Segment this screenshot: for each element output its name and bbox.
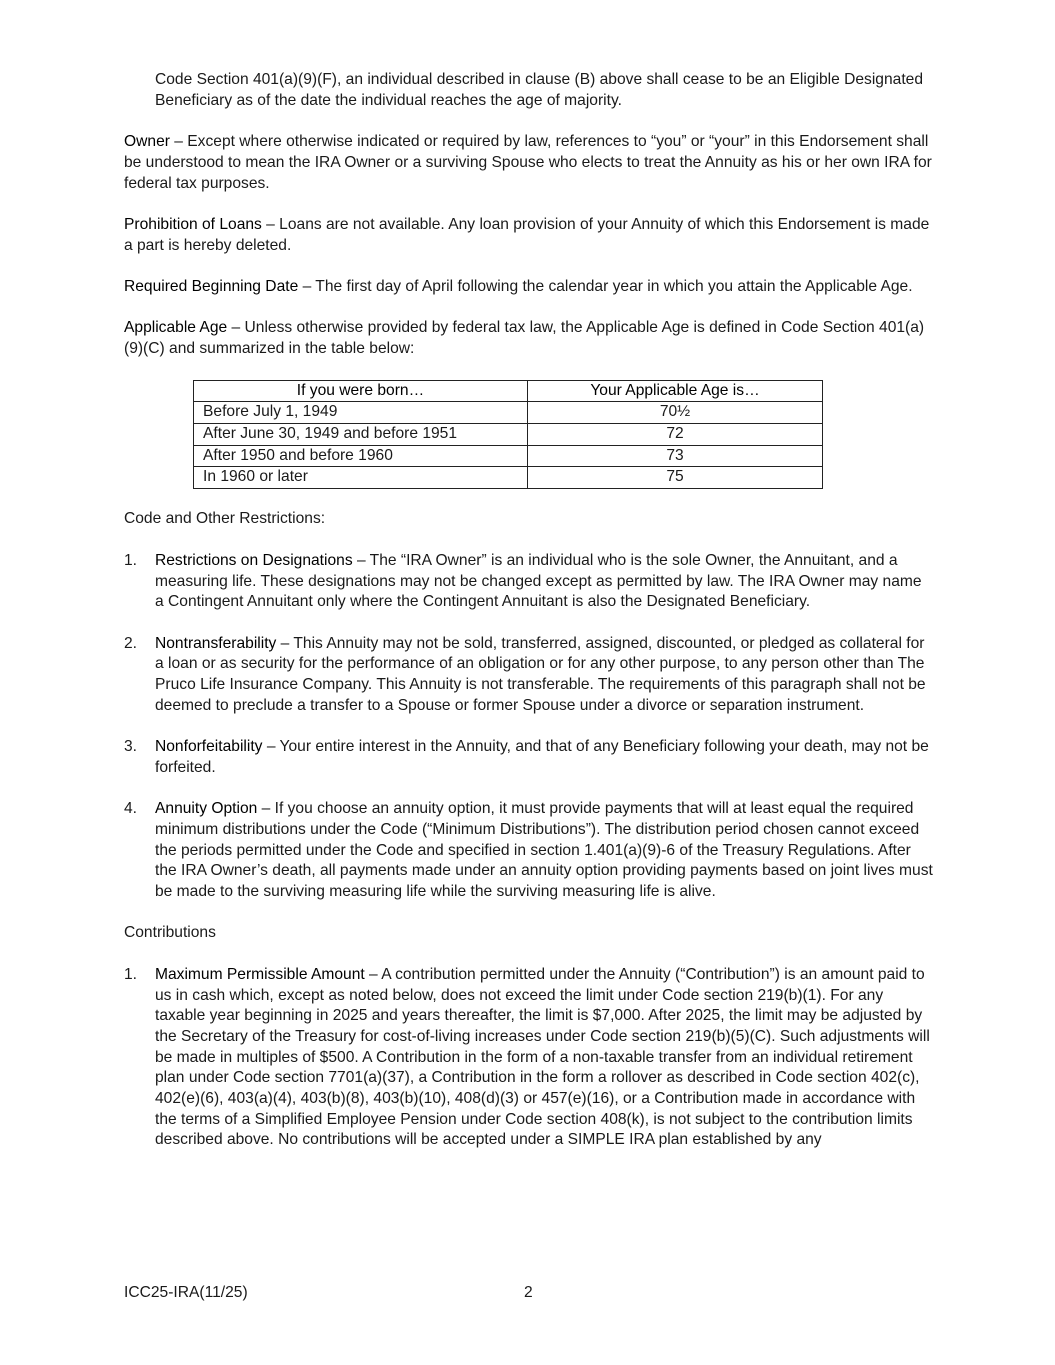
- table-cell-age: 75: [528, 467, 823, 489]
- document-page: [124, 70, 934, 1151]
- table-row: [194, 423, 823, 445]
- restrictions-heading: Code and Other Restrictions:: [124, 510, 326, 528]
- restriction-item-nonforfeitability: [124, 737, 934, 778]
- definition-owner: [124, 132, 934, 194]
- list-term: Maximum Permissible Amount: [155, 965, 365, 983]
- restriction-item-nontransferability: [124, 634, 934, 717]
- list-number: 4.: [124, 800, 138, 818]
- list-term: Nonforfeitability: [155, 738, 263, 756]
- list-number: 1.: [124, 965, 138, 983]
- table-cell-age: 73: [528, 445, 823, 467]
- table-cell-born: In 1960 or later: [194, 467, 528, 489]
- contribution-item-maximum-permissible-amount: [124, 965, 934, 1151]
- list-number: 2.: [124, 634, 138, 652]
- list-term: Nontransferability: [155, 634, 277, 652]
- table-header-born: If you were born…: [194, 380, 528, 402]
- definition-text: – Except where otherwise indicated or required by law, references to “you” or “your” in this Endorsement shall be understood to mean the IRA Owner or a surviving Spouse who elects to treat the Annuity as his or her own IRA for federal tax purposes.: [124, 133, 932, 192]
- list-term: Restrictions on Designations: [155, 551, 353, 569]
- definition-prohibition-of-loans: [124, 215, 934, 256]
- table-row: [194, 467, 823, 489]
- definition-text: – Loans are not available. Any loan provision of your Annuity of which this Endorsement is made a part is hereby deleted.: [124, 215, 930, 254]
- definition-term: Prohibition of Loans: [124, 215, 262, 233]
- restriction-item-designations: [124, 551, 934, 613]
- table-cell-age: 70½: [528, 402, 823, 424]
- definition-term: Required Beginning Date: [124, 277, 299, 295]
- list-text: – The “IRA Owner” is an individual who is the sole Owner, the Annuitant, and a measuring life. These designations may not be changed except as permitted by law. The IRA Owner may name a Contingent Annuitant only where the Contingent Annuitant is also the Designated Beneficiary.: [155, 551, 922, 611]
- form-code: ICC25-IRA(11/25): [124, 1284, 248, 1301]
- list-term: Annuity Option: [155, 800, 258, 818]
- restriction-item-annuity-option: [124, 799, 934, 903]
- table-row: [194, 402, 823, 424]
- list-number: 1.: [124, 551, 138, 569]
- definition-term: Applicable Age: [124, 319, 228, 337]
- list-text: – A contribution permitted under the Annuity (“Contribution”) is an amount paid to us in cash which, except as noted below, does not exceed the limit under Code section 219(b)(1). For any taxable year beginning in 2025 and years thereafter, the limit is $7,000. After 2025, the limit may be adjusted by the Secretary of the Treasury for cost-of-living increases under Code section 219(b)(5)(C). Such adjustments will be made in multiples of $500. A Contribution in the form of a non-taxable transfer from an individual retirement plan under Code section 7701(a)(37), a Contribution in the form a rollover as described in Code section 402(c), 402(e)(6), 403(a)(4), 403(b)(8), 403(b)(10), 408(d)(3) or 457(e)(16), or a Contribution made in accordance with the terms of a Simplified Employee Pension under Code section 408(k), is not subject to the contribution limits described above. No contributions will be accepted under a SIMPLE IRA plan established by any: [155, 965, 930, 1149]
- table-header-age: Your Applicable Age is…: [528, 380, 823, 402]
- definition-text: – Unless otherwise provided by federal tax law, the Applicable Age is defined in Code Section 401(a)(9)(C) and summarized in the table below:: [124, 319, 925, 358]
- contributions-heading: Contributions: [124, 924, 216, 942]
- list-text: – If you choose an annuity option, it must provide payments that will at least equal the required minimum distributions under the Code (“Minimum Distributions”). The distribution period chosen cannot exceed the periods permitted under the Code and specified in section 1.401(a)(9)-6 of the Treasury Regulations. After the IRA Owner’s death, all payments made under an annuity option providing payments based on joint lives must be made to the surviving measuring life while the surviving measuring life is alive.: [155, 800, 933, 901]
- table-cell-born: After June 30, 1949 and before 1951: [194, 423, 528, 445]
- definition-text: – The first day of April following the calendar year in which you attain the Applicable Age.: [298, 277, 913, 295]
- list-text: – This Annuity may not be sold, transferred, assigned, discounted, or pledged as collateral for a loan or as security for the performance of an obligation or for any other purpose, to any person other than The Pruco Life Insurance Company. This Annuity is not transferable. The requirements of this paragraph shall not be deemed to preclude a transfer to a Spouse or former Spouse under a divorce or separation instrument.: [155, 634, 926, 714]
- table-row: [194, 445, 823, 467]
- table-cell-born: After 1950 and before 1960: [194, 445, 528, 467]
- intro-continuation: Code Section 401(a)(9)(F), an individual described in clause (B) above shall cease to be an Eligible Designated Beneficiary as of the date the individual reaches the age of majority.: [155, 71, 923, 109]
- table-cell-age: 72: [528, 423, 823, 445]
- table-cell-born: Before July 1, 1949: [194, 402, 528, 424]
- list-number: 3.: [124, 738, 138, 756]
- applicable-age-table: [193, 380, 823, 489]
- page-number: 2: [524, 1284, 533, 1301]
- definition-term: Owner: [124, 133, 170, 151]
- list-text: – Your entire interest in the Annuity, and that of any Beneficiary following your death, may not be forfeited.: [155, 738, 929, 776]
- definition-required-beginning-date: [124, 277, 934, 298]
- table-header-row: [194, 380, 823, 402]
- definition-applicable-age: [124, 318, 934, 359]
